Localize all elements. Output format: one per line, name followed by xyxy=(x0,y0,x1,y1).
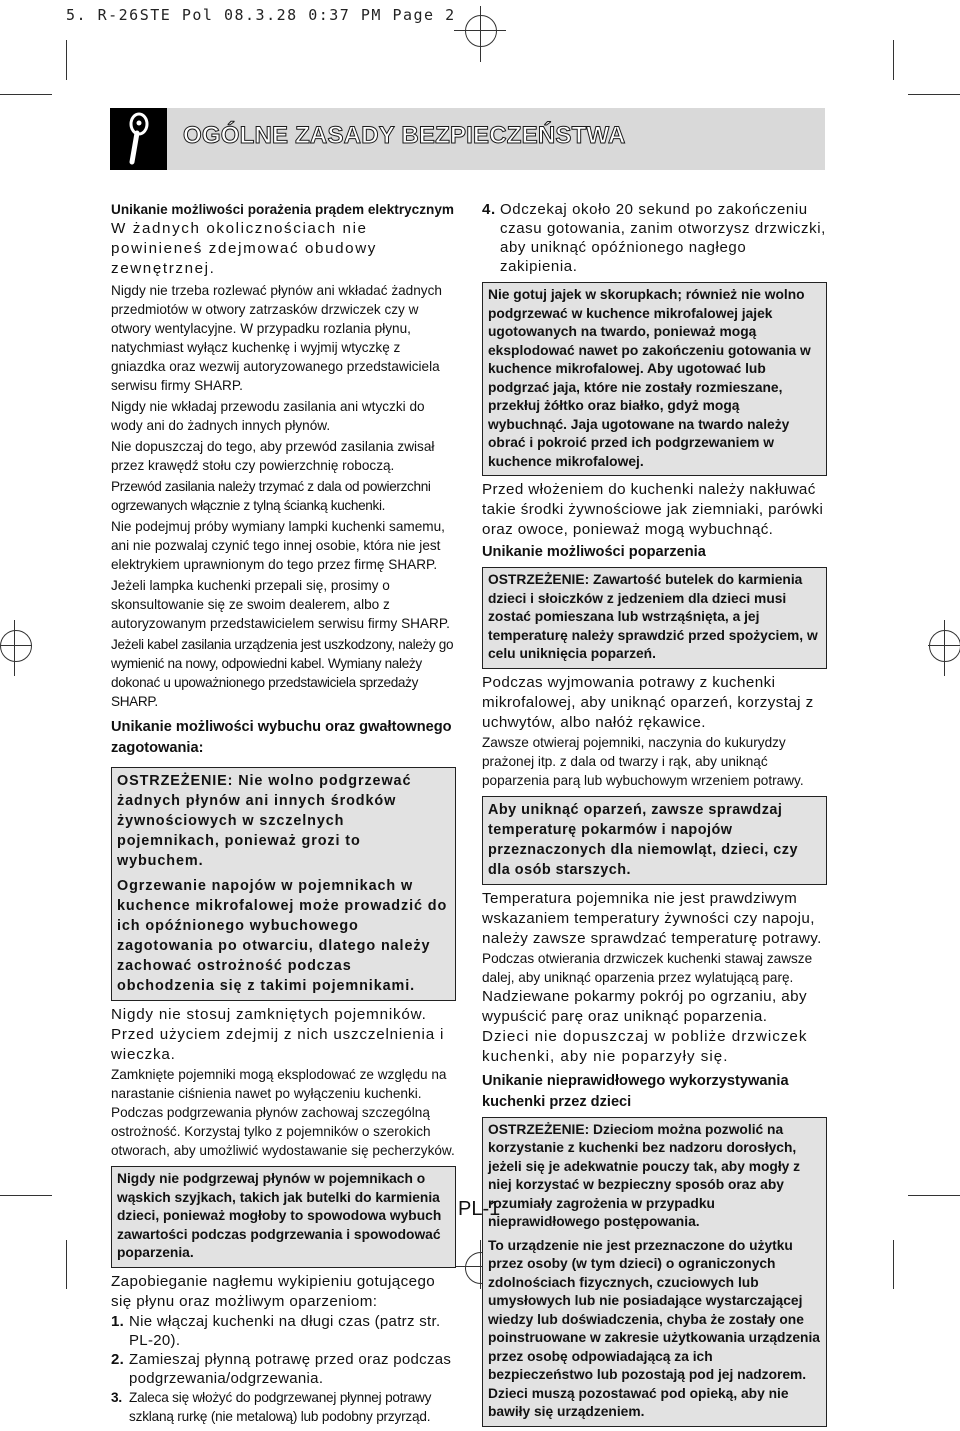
paragraph: Podczas wyjmowania potrawy z kuchenki mikrofalowej, aby uniknąć oparzeń, korzystaj z uchwytów, albo nałóż rękawice. xyxy=(482,673,814,731)
paragraph: Nigdy nie stosuj zamkniętych pojemników. Przed użyciem zdejmij z nich uszczelnienia i wieczka. xyxy=(111,1006,445,1063)
warning-box xyxy=(482,567,827,669)
warning-text: Nigdy nie podgrzewaj płynów w pojemnikach o wąskich szyjkach, takich jak butelki do karmienia dzieci, ponieważ mogłoby to spowodowa wybuch zawartości podczas podgrzewania i spowodować poparzenia. xyxy=(117,1171,442,1260)
warning-box xyxy=(111,1166,456,1268)
warning-text: Ogrzewanie napojów w pojemnikach w kuchence mikrofalowej może prowadzić do ich opóźnionego wybuchowego zagotowania po otwarciu, dlatego należy zachować ostrożność podczas obchodzenia się z takimi pojemnikami. xyxy=(117,878,448,994)
list-text: Nie włączaj kuchenki na długi czas (patrz str. PL-20). xyxy=(129,1312,441,1349)
list-text: Zaleca się włożyć do podgrzewanej płynnej potrawy szklaną rurkę (nie metalową) lub podobny przyrząd. xyxy=(129,1389,432,1424)
page-number: PL-1 xyxy=(458,1198,501,1220)
warning-box xyxy=(482,282,827,476)
paragraph: Nigdy nie trzeba rozlewać płynów ani wkładać żadnych przedmiotów w otwory zatrzasków drzwiczek czy w otwory wentylacyjne. W przypadku rozlania płynu, natychmiast wyłącz kuchenkę i wyjmij wtyczkę z gniazdka oraz wezwij autoryzowanego przedstawiciela serwisu firmy SHARP. xyxy=(111,283,442,393)
paragraph: Podczas podgrzewania płynów zachowaj szczególną ostrożność. Korzystaj tylko z pojemników o szerokich otworach, aby umożliwić wydostawanie się pecherzyków. xyxy=(111,1105,455,1158)
paragraph: W żadnych okolicznościach nie powinieneś zdejmować obudowy zewnętrznej. xyxy=(111,220,377,277)
warning-box xyxy=(111,767,456,1001)
warning-box xyxy=(482,796,827,885)
paragraph: Przewód zasilania należy trzymać z dala od powierzchni ogrzewanych włącznie z tylną ścianką kuchenki. xyxy=(111,479,431,513)
list-number: 3. xyxy=(111,1389,122,1405)
section-heading-children: Unikanie nieprawidłowego wykorzystywania kuchenki przez dzieci xyxy=(482,1072,789,1110)
paragraph: Nie dopuszczaj do tego, aby przewód zasilania zwisał przez krawędź stołu czy powierzchnię roboczą. xyxy=(111,439,435,473)
warning-text: To urządzenie nie jest przeznaczone do użytku przez osoby (w tym dzieci) o ograniczonych zdolnościach fizycznych, czuciowych lub umysłowych lub nie posiadające wystarczającej wiedzy lub doświadczenia, chyba że zostały one poinstruowane w zakresie użytkowania urządzenia przez osobę odpowiadającą za ich bezpieczeństwo lub pozostają pod jej nadzorem. Dzieci muszą pozostawać pod opieką, aby nie bawiły się urządzeniem. xyxy=(488,1237,820,1419)
warning-text: Aby uniknąć oparzeń, zawsze sprawdzaj temperaturę pokarmów i napojów przeznaczonych dla niemowląt, dzieci, czy dla osób starszych. xyxy=(488,801,798,878)
list-number: 2. xyxy=(111,1350,125,1368)
page-title: OGÓLNE ZASADY BEZPIECZEŃSTWA xyxy=(183,122,626,149)
section-heading-electric: Unikanie możliwości porażenia prądem elektrycznym xyxy=(111,202,454,217)
print-slug: 5. R-26STE Pol 08.3.28 0:37 PM Page 2 xyxy=(66,6,456,24)
paragraph: Temperatura pojemnika nie jest prawdziwym wskazaniem temperatury żywności czy napoju, należy zawsze sprawdzać temperaturę potrawy. xyxy=(482,889,822,947)
paragraph: Zapobieganie nagłemu wykipieniu gotującego się płynu oraz możliwym oparzeniom: xyxy=(111,1272,436,1310)
paragraph: Nie podejmuj próby wymiany lampki kuchenki samemu, ani nie pozwalaj czynić tego innej osobie, która nie jest elektrykiem uprawnionym do tego przez firmę SHARP. xyxy=(111,519,445,572)
left-column xyxy=(111,200,456,1426)
paragraph: Jeżeli lampka kuchenki przepali się, prosimy o skonsultowanie się ze swoim dealerem, albo z autoryzowanym przedstawicielem serwisu firmy SHARP. xyxy=(111,578,450,631)
paragraph: Zamknięte pojemniki mogą eksplodować ze względu na narastanie ciśnienia nawet po wyłączeniu kuchenki. xyxy=(111,1067,447,1101)
list-number: 1. xyxy=(111,1312,125,1330)
warning-text: OSTRZEŻENIE: Dzieciom można pozwolić na korzystanie z kuchenki bez nadzoru dorosłych, jeżeli się je adekwatnie pouczy tak, aby mogły z niej korzystać w bezpieczny sposób oraz aby rozumiały zagrożenia w przypadku nieprawidłowego postępowania. xyxy=(488,1121,801,1229)
paragraph: Nigdy nie wkładaj przewodu zasilania ani wtyczki do wody ani do żadnych innych płynów. xyxy=(111,399,425,433)
section-heading-explosion: Unikanie możliwości wybuchu oraz gwałtownego zagotowania: xyxy=(111,719,452,756)
list-item xyxy=(111,1312,456,1350)
list-number: 4. xyxy=(482,201,496,218)
paragraph: Jeżeli kabel zasilania urządzenia jest uszkodzony, należy go wymienić na nowy, odpowiedni kabel. Wymiany należy dokonać u upoważnionego przedstawiciela sprzedaży SHARP. xyxy=(111,637,454,709)
right-column xyxy=(482,200,827,1431)
list-text: Zamieszaj płynną potrawę przed oraz podczas podgrzewania/odgrzewania. xyxy=(129,1350,452,1387)
warning-text: OSTRZEŻENIE: Zawartość butelek do karmienia dzieci i słoiczków z jedzeniem dla dzieci musi zostać pomieszana lub wstrząśnięta, a jej temperaturę należy sprawdzić przed spożyciem, w celu uniknięcia poparzeń. xyxy=(488,572,818,661)
list-item xyxy=(482,200,827,276)
paragraph: Dzieci nie dopuszczaj w pobliże drzwiczek kuchenki, aby nie poparzyły się. xyxy=(482,1027,808,1065)
list-item xyxy=(111,1350,456,1388)
paragraph: Nadziewane pokarmy pokrój po ogrzaniu, aby wypuścić parę oraz uniknąć poparzenia. xyxy=(482,987,807,1025)
list-item xyxy=(111,1388,456,1426)
paragraph: Zawsze otwieraj pojemniki, naczynia do kukurydzy prażonej itp. z dala od twarzy i rąk, aby uniknąć poparzenia parą lub wybuchowym wrzeniem potrawy. xyxy=(482,734,804,788)
warning-box xyxy=(482,1117,827,1427)
paragraph: Przed włożeniem do kuchenki należy nakłuwać takie środki żywnościowe jak ziemniaki, parówki oraz owoce, ponieważ mogą wybuchnąć. xyxy=(482,481,824,538)
section-heading-burns: Unikanie możliwości poparzenia xyxy=(482,544,706,560)
list-text: Odczekaj około 20 sekund po zakończeniu czasu gotowania, zanim otworzysz drzwiczki, aby uniknąć opóźnionego nagłego zakipienia. xyxy=(500,201,826,275)
paragraph: Podczas otwierania drzwiczek kuchenki stawaj zawsze dalej, aby uniknąć oparzenia przez wylatującą parę. xyxy=(482,950,813,985)
info-pin-icon xyxy=(110,108,167,170)
warning-text: OSTRZEŻENIE: Nie wolno podgrzewać żadnych płynów ani innych środków żywnościowych w szczelnych pojemnikach, ponieważ grozi to wybuchem. xyxy=(117,773,412,869)
warning-text: Nie gotuj jajek w skorupkach; również nie wolno podgrzewać w kuchence mikrofalowej jajek ugotowanych na twardo, ponieważ mogą eksplodować nawet po zakończeniu gotowania w kuchence mikrofalowej. Aby ugotować lub podgrzać jaja, które nie zostały rozmieszane, przekłuj żółtko oraz białko, gdyż mogą wybuchnąć. Jaja ugotowane na twardo należy obrać i pokroić przed ich podgrzewaniem w kuchence mikrofalowej. xyxy=(488,287,811,469)
